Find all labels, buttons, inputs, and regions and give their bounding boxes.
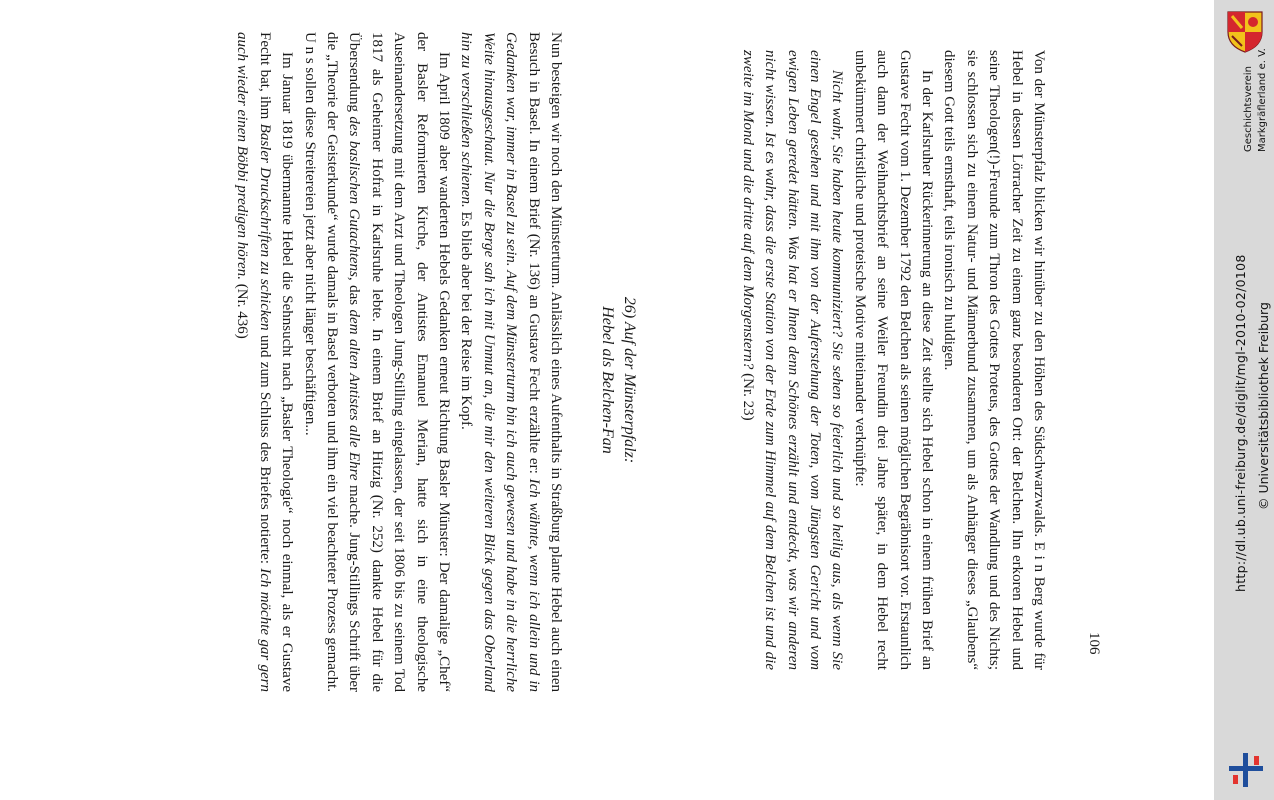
- section-heading-line2: Hebel als Belchen-Fan: [599, 306, 616, 454]
- paragraph: Im Januar 1819 übermannte Hebel die Sehnsucht nach „Basler Theologie“ noch einmal, als er Gustave Fecht bat, ihm Basler Druckschriften zu schicken und zum Schluss des Briefes notierte: Ich möchte gar gern auch wieder einen Böbbi predigen hören. (Nr. 436): [234, 32, 296, 692]
- ub-freiburg-logo-icon: [1224, 748, 1268, 792]
- paragraph: Nun besteigen wir noch den Münsterturm. Anlässlich eines Aufenthalts in Straßburg plante Hebel auch einen Besuch in Basel. In einem Brief (Nr. 136) an Gustave Fecht erzählte er: Ich wähnte, wenn ich allein und in Gedanken war, immer in Basel zu sein. Auf dem Münsterturm bin ich auch gewesen und habe in die herrliche Weite hinausgeschaut. Nur die Berge sah ich mit Unmut an, die mir den weiteren Blick gegen das Oberland hin zu verschließen schienen. Es blieb aber bei der Reise im Kopf.: [458, 32, 564, 692]
- society-name-line1: Geschichtsverein: [1243, 66, 1254, 152]
- coat-of-arms-icon: [1222, 8, 1268, 54]
- paragraph: Im April 1809 aber wanderten Hebels Gedanken erneut Richtung Basler Münster: Der damalige „Chef“ der Basler Reformierten Kirche, der Antistes Emanuel Merian, hatte sich in eine theologische Auseinandersetzung mit dem Arzt und Theologen Jung-Stilling eingelassen, der seit 1806 bis zu seinem Tod 1817 als Geheimer Hofrat in Karlsruhe lebte. In einem Brief an Hitzig (Nr. 252) dankte Hebel für die Übersendung des baslischen Gutachtens, das dem alten Antistes alle Ehre mache. Jung-Stillings Schrift über die „Theorie der Geisterkunde“ wurde damals in Basel verboten und ihm ein viel beachteter Prozess gemacht. U n s sollen diese Streitereien jetzt aber nicht länger beschäftigen...: [301, 32, 452, 693]
- section-heading: [596, 260, 640, 500]
- page-number: 106: [1086, 632, 1102, 655]
- copyright-notice: © Universitätsbibliothek Freiburg: [1256, 302, 1271, 510]
- text-column-right: [736, 50, 1050, 670]
- paragraph: Nicht wahr, Sie haben heute kommuniziert? Sie sehen so feierlich und so heilig aus, als wenn Sie einen Engel gesehen und mit ihm von der Auferstehung der Toten, vom Jüngsten Gericht und vom ewigen Leben geredet hätten. Was hat er Ihnen denn Schönes erzählt und entdeckt, was wir anderen nicht wissen. Ist es wahr, dass die erste Station von der Erde zum Himmel auf dem Belchen ist und die zweite im Mond und die dritte auf dem Morgenstern? (Nr. 23): [739, 50, 846, 670]
- document-url-link[interactable]: http://dl.ub.uni-freiburg.de/diglit/mgl-2010-02/0108: [1233, 254, 1248, 592]
- paragraph: In der Karlsruher Rückerinnerung an diese Zeit stellte sich Hebel schon in einem frühen Brief an Gustave Fecht vom 1. Dezember 1792 den Belchen als seinen möglichen Begräbnisort vor. Erstaunlich auch dann der Weihnachtsbrief an seine Weiler Freundin drei Jahre später, in dem Hebel recht unbekümmert christliche und proteische Motive miteinander verknüpfte:: [851, 50, 935, 670]
- society-name-line2: Markgräflerland e. V.: [1257, 48, 1268, 152]
- paragraph: Von der Münsterpfalz blicken wir hinüber zu den Höhen des Südschwarzwalds. E i n Berg wurde für Hebel in dessen Lörracher Zeit zu einem ganz besonderen Ort: der Belchen. Ihn erkoren Hebel und seine Theologen(!)-Freunde zum Thron des Gottes Proteus, des Gottes der Wandlung und des Nichts; sie schlossen sich zu einem Natur- und Männerbund zusammen, um als Anhänger dieses „Glaubens“ diesem Gott teils ernsthaft, teils ironisch zu huldigen.: [941, 50, 1047, 670]
- section-heading-line1: 26) Auf der Münsterpfalz:: [621, 296, 638, 464]
- text-column-left: [231, 32, 567, 692]
